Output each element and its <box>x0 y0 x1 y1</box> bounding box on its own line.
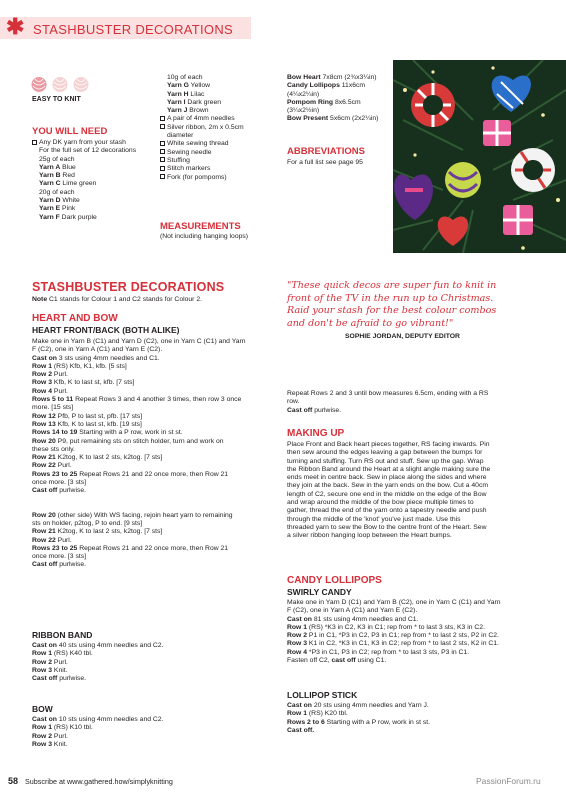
pattern-line: once more. [3 sts] <box>32 479 87 487</box>
pattern-line: Cast on 81 sts using 4mm needles and C1. <box>287 615 419 623</box>
list-item: Sewing needle <box>160 149 280 157</box>
heart-instructions <box>32 338 277 570</box>
bow-heading: BOW <box>32 704 53 714</box>
pattern-line: Rows 23 to 25 Repeat Rows 21 and 22 once more, then Row 21 <box>32 544 229 552</box>
pattern-line: row. <box>287 398 300 406</box>
heart-subheading: HEART FRONT/BACK (BOTH ALIKE) <box>32 325 180 335</box>
list-item: Yarn H Lilac <box>167 90 205 98</box>
pattern-line: ends meet in centre back. Sew in place along the sides and where <box>287 474 487 482</box>
list-item: Yarn C Lime green <box>39 180 97 188</box>
candy-heading: CANDY LOLLIPOPS <box>287 575 382 586</box>
stick-instructions <box>287 702 549 735</box>
you-will-need-heading: YOU WILL NEED <box>32 126 108 137</box>
pattern-line: these sts only. <box>32 445 75 453</box>
list-item: 25g of each <box>39 155 75 163</box>
list-item: Yarn B Red <box>39 172 75 180</box>
list-item: Yarn J Brown <box>167 107 209 115</box>
checkbox-icon <box>160 149 165 154</box>
pattern-line: Row 3 K1 in C2, *K3 in C1, K3 in C2; rep from * to last 2 sts, K2 in C1. <box>287 640 499 648</box>
pattern-line: Row 4 Purl. <box>32 387 68 395</box>
list-item: Yarn A Blue <box>39 163 76 171</box>
pattern-line: Row 21 K2tog, K to last 2 sts, k2tog. [7 sts] <box>32 454 163 462</box>
pattern-line: Row 21 K2tog, K to last 2 sts, k2tog. [7 sts] <box>32 528 163 536</box>
pattern-line: more. [15 sts] <box>32 404 74 412</box>
making-up-text <box>287 441 549 541</box>
pattern-line: Row 4 *P3 in C1, P3 in C2; rep from * to last 3 sts, P3 in C1. <box>287 648 470 656</box>
pattern-line: a silver ribbon hanging loop between the Heart bumps. <box>287 532 452 540</box>
pattern-line: Cast off. <box>287 726 315 734</box>
pattern-line: through the middle of the 'knot' you've just made. Use this <box>287 515 461 523</box>
pull-quote <box>287 280 552 330</box>
pattern-line: F (C2), one in Yarn A (C1) and Yarn E (C2). <box>287 607 418 615</box>
checkbox-icon <box>160 166 165 171</box>
pattern-line: Cast off purlwise. <box>32 675 87 683</box>
pattern-line: Row 1 (RS) K20 tbl. <box>287 710 348 718</box>
materials-list <box>160 74 280 182</box>
list-item: Yarn I Dark green <box>167 98 222 106</box>
list-item: Yarn G Yellow <box>167 82 211 90</box>
pattern-line: the Ribbon Band around the Heart at a slight angle making sure the <box>287 465 491 473</box>
list-item: Yarn E Pink <box>39 205 76 213</box>
pattern-line: and wrap around the middle of the bow piece multiple times to <box>287 499 474 507</box>
list-item: Stuffing <box>160 157 280 165</box>
quote-line: front of the TV in the run up to Christmas. <box>287 292 494 304</box>
pattern-line: F (C2), one in Yarn A (C1) and Yarn E (C2). <box>32 346 163 354</box>
list-item: Yarn F Dark purple <box>39 213 97 221</box>
checkbox-icon <box>160 157 165 162</box>
pattern-line: Rows 23 to 25 Repeat Rows 21 and 22 once more, then Row 21 <box>32 470 229 478</box>
pattern-line: Row 2 Purl. <box>32 732 68 740</box>
measurements-heading: MEASUREMENTS <box>160 221 241 232</box>
pattern-line: Make one in Yarn B (C1) and Yarn D (C2), one in Yarn C (C1) and Yarn <box>32 338 246 345</box>
list-item: 10g of each <box>167 74 203 81</box>
pattern-line: Fasten off C2, cast off using C1. <box>287 657 387 665</box>
pattern-line: threaded yarn to sew the Bow to the centre front of the Heart. Sew <box>287 523 487 531</box>
pattern-line: they join at the back. Sew in the yarn ends on the bow. Cut a 40cm <box>287 482 489 490</box>
abbreviations-heading: ABBREVIATIONS <box>287 146 365 157</box>
pattern-line: Row 20 P9, put remaining sts on stitch holder, turn and work on <box>32 437 224 445</box>
list-item: White sewing thread <box>160 140 280 148</box>
list-item: A pair of 4mm needles <box>160 115 280 123</box>
page-number: 58 <box>8 776 19 786</box>
watermark: PassionForum.ru <box>476 776 541 786</box>
candy-instructions <box>287 599 549 665</box>
list-item: Pompom Ring 8x6.5cm <box>287 98 361 106</box>
list-item: Bow Heart 7x8cm (2¾x3¼in) <box>287 74 377 81</box>
pattern-line: Row 3 Knit. <box>32 740 68 748</box>
checkbox-icon <box>160 116 165 121</box>
pattern-line: Cast on 40 sts using 4mm needles and C2. <box>32 642 164 649</box>
list-item: (4¼x2¼in) <box>287 90 320 98</box>
pattern-line: Row 3 Knit. <box>32 666 68 674</box>
list-item: Yarn D White <box>39 197 80 205</box>
pattern-line: Cast on 10 sts using 4mm needles and C2. <box>32 716 164 723</box>
pattern-line: Rows 14 to 19 Starting with a P row, work in st st. <box>32 429 183 437</box>
list-item: Any DK yarn from your stash <box>32 139 152 147</box>
checkbox-icon <box>32 140 37 145</box>
list-item: Candy Lollipops 11x6cm <box>287 82 366 90</box>
bow-continued <box>287 390 547 415</box>
ribbon-instructions <box>32 642 277 683</box>
pattern-line: length of C2, secure one end in the middle on the edge of the Bow <box>287 490 487 498</box>
list-item: 20g of each <box>39 188 75 196</box>
list-item: Fork (for pompoms) <box>160 174 280 182</box>
checkbox-icon <box>160 174 165 179</box>
bow-instructions <box>32 716 277 749</box>
pattern-line: Cast off purlwise. <box>287 406 342 414</box>
pattern-line: sts on holder, p2tog, P to end. [9 sts] <box>32 519 143 527</box>
pattern-line: Row 1 (RS) *K3 in C2, K3 in C1; rep from * to last 3 sts, K3 in C2. <box>287 623 485 631</box>
list-item: Silver ribbon, 2m x 0.5cm <box>160 124 280 132</box>
pattern-line: Row 13 Kfb, K to last st, kfb. [19 sts] <box>32 420 142 428</box>
stick-heading: LOLLIPOP STICK <box>287 690 358 700</box>
pattern-line: Row 1 (RS) Kfb, K1, kfb. [5 sts] <box>32 362 127 370</box>
pattern-line: Cast off purlwise. <box>32 487 87 495</box>
christmas-tree-image <box>393 60 566 253</box>
making-up-heading: MAKING UP <box>287 428 345 439</box>
checkbox-icon <box>160 124 165 129</box>
header-title: STASHBUSTER DECORATIONS <box>33 22 233 37</box>
decorations-photo <box>393 60 566 253</box>
heart-heading: HEART AND BOW <box>32 313 118 324</box>
main-note: Note C1 stands for Colour 1 and C2 stands for Colour 2. <box>32 296 203 303</box>
pattern-line: Row 2 Purl. <box>32 658 68 666</box>
pattern-line: Row 22 Purl. <box>32 536 72 544</box>
pattern-line: turning and stuffing. Turn RS out and stuff. Sew up the gap. Wrap <box>287 457 484 465</box>
pattern-line: Cast off purlwise. <box>32 561 87 569</box>
pattern-line: gather, thread the end of the yarn onto a tapestry needle and push <box>287 507 487 515</box>
pattern-line: Rows 2 to 6 Starting with a P row, work in st st. <box>287 718 431 726</box>
you-will-need-list <box>32 139 152 222</box>
pattern-line: Row 2 P1 in C1, *P3 in C2, P3 in C1; rep from * to last 2 sts, P2 in C2. <box>287 632 499 640</box>
list-item: Stitch markers <box>160 165 280 173</box>
difficulty-label: EASY TO KNIT <box>32 96 81 103</box>
list-item: For the full set of 12 decorations <box>39 147 137 155</box>
pattern-line: Make one in Yarn D (C1) and Yarn B (C2), one in Yarn C (C1) and Yarn <box>287 599 501 606</box>
yarn-balls-icon <box>31 76 91 93</box>
pattern-line: Row 22 Purl. <box>32 462 72 470</box>
pattern-spacer <box>32 496 277 512</box>
candy-subheading: SWIRLY CANDY <box>287 587 352 597</box>
pattern-line: Row 3 Kfb, K to last st, kfb. [7 sts] <box>32 379 135 387</box>
pattern-line: once more. [3 sts] <box>32 553 87 561</box>
sizes-list <box>287 74 392 124</box>
subscribe-link[interactable]: Subscribe at www.gathered.how/simplyknitting <box>25 777 173 786</box>
pattern-line: Row 1 (RS) K40 tbl. <box>32 650 93 658</box>
abbreviations-note: For a full list see page 95 <box>287 159 363 166</box>
pattern-line: Row 1 (RS) K10 tbl. <box>32 724 93 732</box>
quote-line: and don't be afraid to go vibrant!" <box>287 317 454 329</box>
pattern-line: Rows 5 to 11 Repeat Rows 3 and 4 another 3 times, then row 3 once <box>32 396 242 404</box>
list-item: (3¼x2½in) <box>287 107 320 115</box>
pattern-line: Row 12 Pfb, P to last st, pfb. [17 sts] <box>32 412 143 420</box>
main-title: STASHBUSTER DECORATIONS <box>32 280 225 294</box>
measurements-note: (Not including hanging loops) <box>160 233 249 240</box>
list-item: Bow Present 5x6cm (2x2¼in) <box>287 115 379 123</box>
pattern-line: Cast on 3 sts using 4mm needles and C1. <box>32 354 160 362</box>
pattern-line: Cast on 20 sts using 4mm needles and Yarn J. <box>287 702 429 709</box>
checkbox-icon <box>160 141 165 146</box>
ribbon-heading: RIBBON BAND <box>32 630 93 640</box>
pattern-line: then sew around the edges leaving a gap between the bumps for <box>287 449 483 457</box>
quote-line: Raid your stash for the best colour combos <box>287 305 497 316</box>
pattern-line: Repeat Rows 2 and 3 until bow measures 6.5cm, ending with a RS <box>287 390 489 397</box>
quote-attribution: SOPHIE JORDAN, DEPUTY EDITOR <box>345 333 460 340</box>
quote-line: "These quick decos are super fun to knit in <box>287 280 497 291</box>
header-asterisk-icon: ✱ <box>6 14 25 39</box>
pattern-line: Place Front and Back heart pieces together, RS facing inwards. Pin <box>287 441 490 448</box>
pattern-line: Row 20 (other side) With WS facing, rejoin heart yarn to remaining <box>32 511 233 519</box>
pattern-line: Row 2 Purl. <box>32 371 68 379</box>
list-item: diameter <box>167 132 194 140</box>
